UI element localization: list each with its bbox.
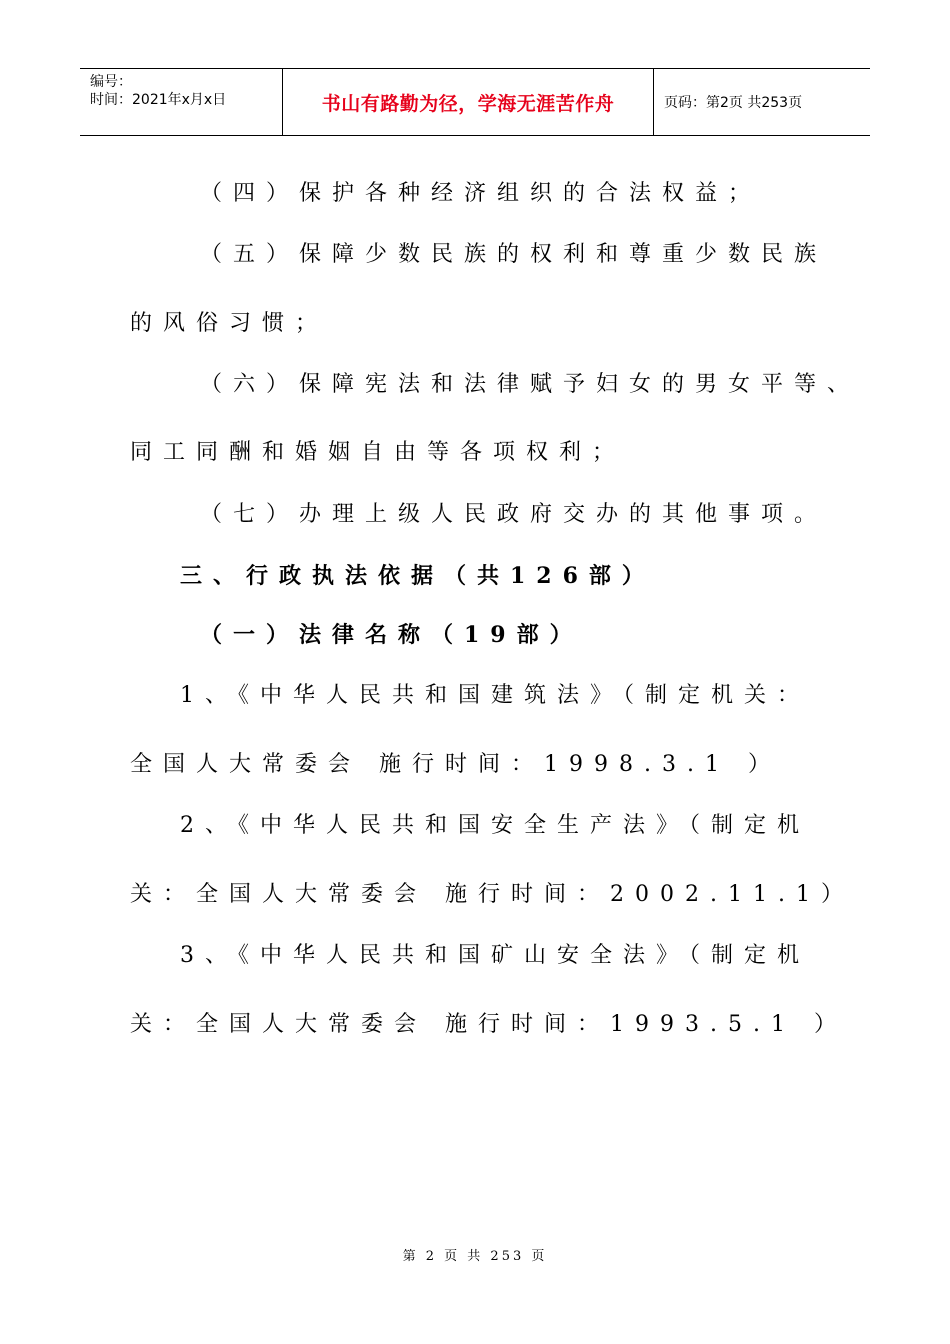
paragraph-line: （四）保护各种经济组织的合法权益； [200,181,762,206]
paragraph-line: 全国人大常委会 施行时间：1998.3.1 ） [130,752,781,777]
header-number: 编号： [90,74,132,90]
header-page-info: 页码：第2页 共253页 [664,95,803,111]
paragraph-line: 2、《中华人民共和国安全生产法》（制定机 [180,813,810,838]
paragraph-line: 同工同酬和婚姻自由等各项权利； [130,440,626,465]
page-footer: 第 2 页 共 253 页 [402,1249,548,1264]
paragraph-line: 关：全国人大常委会 施行时间：1993.5.1 ） [130,1012,847,1037]
paragraph-line: （五）保障少数民族的权利和尊重少数民族 [200,242,828,267]
header-time: 时间：2021年x月x日 [90,92,227,108]
header-motto: 书山有路勤为径，学海无涯苦作舟 [282,69,654,135]
paragraph-line: （六）保障宪法和法律赋予妇女的男女平等、 [200,372,861,397]
section-heading: 三、行政执法依据（共126部） [180,563,655,589]
subsection-heading: （一）法律名称（19部） [200,622,583,648]
paragraph-line: （七）办理上级人民政府交办的其他事项。 [200,502,828,527]
paragraph-line: 3、《中华人民共和国矿山安全法》（制定机 [180,943,810,968]
paragraph-line: 关：全国人大常委会 施行时间：2002.11.1） [130,882,854,907]
paragraph-line: 1、《中华人民共和国建筑法》（制定机关： [180,683,810,708]
paragraph-line: 的风俗习惯； [130,311,329,336]
